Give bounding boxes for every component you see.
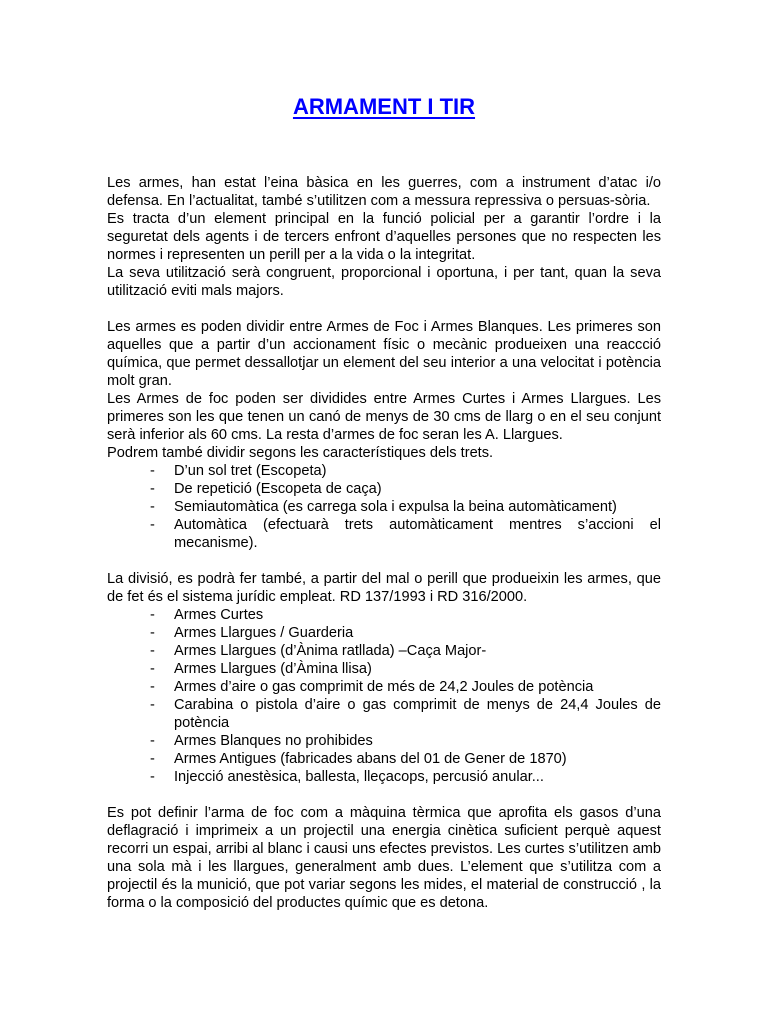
list-marker: - — [150, 733, 155, 749]
paragraph-types-2: Les Armes de foc poden ser dividides entre Armes Curtes i Armes Llargues. Les primeres son les que tenen un canó de menys de 30 cms de llarg o en el seu conjunt serà inferior als 60 cms. La resta d’armes de foc seran les A. Llargues. — [107, 391, 661, 443]
paragraph-types-1: Les armes es poden dividir entre Armes de Foc i Armes Blanques. Les primeres son aquelles que a partir d’un accionament físic o mecànic produeixen una reaccció química, que permet dessallotjar un element del seu interior a una velocitat i potència molt gran. — [107, 319, 661, 389]
list-marker: - — [150, 679, 155, 695]
list-item — [107, 516, 661, 552]
list-item-text: Armes Blanques no prohibides — [174, 733, 373, 749]
paragraph-intro-3: La seva utilització serà congruent, proporcional i oportuna, i per tant, quan la seva utilització eviti mals majors. — [107, 265, 661, 299]
list-item-text: Carabina o pistola d’aire o gas comprimit de menys de 24,4 Joules de potència — [174, 697, 661, 731]
list-marker: - — [150, 697, 155, 713]
list-marker: - — [150, 607, 155, 623]
list-item-text: D’un sol tret (Escopeta) — [174, 463, 327, 479]
list-legal-categories — [107, 606, 661, 786]
paragraph-intro-1: Les armes, han estat l’eina bàsica en les guerres, com a instrument d’atac i/o defensa. En l’actualitat, també s’utilitzen com a messura repressiva o persuas-sòria. — [107, 175, 661, 209]
paragraph-gap — [107, 300, 661, 318]
paragraph-definition: Es pot definir l’arma de foc com a màquina tèrmica que aprofita els gasos d’una deflagració i imprimeix a un projectil una energia cinètica suficient perquè aquest recorri un espai, arribi al blanc i causi uns efectes previstos. Les curtes s’utilitzen amb una sola mà i les llargues, generalment amb dues. L’element que s’utilitza com a projectil és la munició, que pot variar segons les mides, el material de construcció , la forma o la composició del productes químic que es detona. — [107, 805, 661, 911]
list-item-text: Automàtica (efectuarà trets automàticament mentres s’accioni el mecanisme). — [174, 517, 661, 551]
list-item-text: Semiautomàtica (es carrega sola i expulsa la beina automàticament) — [174, 499, 617, 515]
list-marker: - — [150, 463, 155, 479]
list-marker: - — [150, 499, 155, 515]
list-item-text: Armes Llargues (d’Ànima ratllada) –Caça Major- — [174, 643, 487, 659]
list-item — [107, 498, 661, 516]
list-item-text: Injecció anestèsica, ballesta, lleçacops, percusió anular... — [174, 769, 544, 785]
list-item — [107, 768, 661, 786]
list-marker: - — [150, 625, 155, 641]
list-item — [107, 606, 661, 624]
list-item — [107, 642, 661, 660]
list-item — [107, 696, 661, 732]
paragraph-legal-division: La divisió, es podrà fer també, a partir del mal o perill que produeixin les armes, que de fet és el sistema jurídic empleat. RD 137/1993 i RD 316/2000. — [107, 571, 661, 605]
list-item — [107, 480, 661, 498]
list-item — [107, 624, 661, 642]
paragraph-gap — [107, 552, 661, 570]
list-item-text: Armes Llargues / Guarderia — [174, 625, 354, 641]
list-item-text: Armes d’aire o gas comprimit de més de 24,2 Joules de potència — [174, 679, 594, 695]
list-item-text: Armes Antigues (fabricades abans del 01 de Gener de 1870) — [174, 751, 567, 767]
list-item — [107, 462, 661, 480]
list-item — [107, 750, 661, 768]
list-marker: - — [150, 517, 155, 533]
list-marker: - — [150, 643, 155, 659]
document-title: ARMAMENT I TIR — [292, 94, 476, 119]
list-item-text: Armes Llargues (d’Àmina llisa) — [174, 661, 372, 677]
paragraph-intro-2: Es tracta d’un element principal en la funció policial per a garantir l’ordre i la seguretat dels agents i de tercers enfront d’aquelles persones que no respecten les normes i representen un perill per a la vida o la integritat. — [107, 211, 661, 263]
paragraph-gap — [107, 786, 661, 804]
document-body — [107, 174, 661, 912]
list-marker: - — [150, 661, 155, 677]
list-item — [107, 732, 661, 750]
list-marker: - — [150, 751, 155, 767]
list-item-text: Armes Curtes — [174, 607, 264, 623]
paragraph-types-3: Podrem també dividir segons les característiques dels trets. — [107, 445, 494, 461]
list-marker: - — [150, 769, 155, 785]
list-item — [107, 660, 661, 678]
list-item — [107, 678, 661, 696]
list-item-text: De repetició (Escopeta de caça) — [174, 481, 382, 497]
list-marker: - — [150, 481, 155, 497]
list-shot-types — [107, 462, 661, 552]
